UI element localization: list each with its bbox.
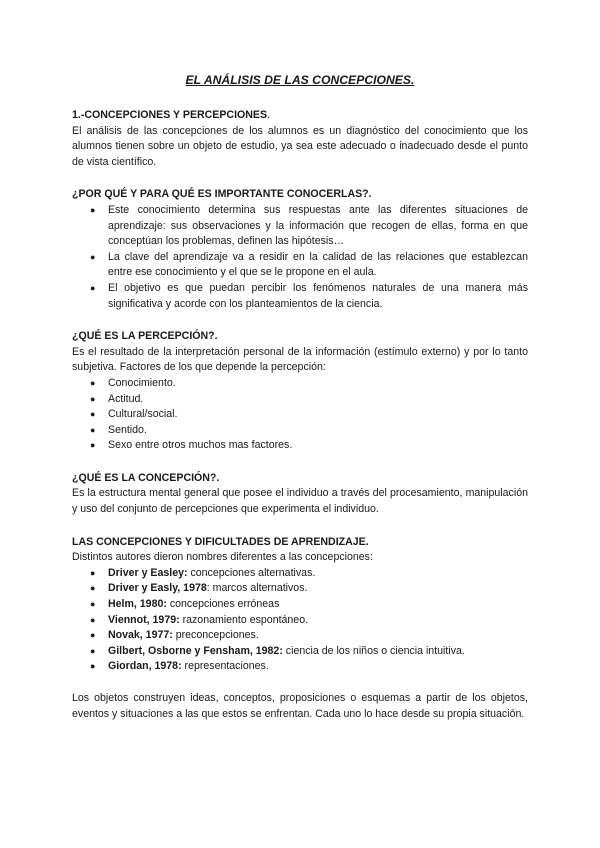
paragraph: Es el resultado de la interpretación personal de la información (estímulo externo) y por lo tanto subjetiva. Factores de los que depende la percepción: bbox=[72, 345, 528, 374]
bullet-icon: ● bbox=[90, 599, 96, 610]
list-item-text: La clave del aprendizaje va a residir en la calidad de las relaciones que establezcan entre ese conocimiento y el que se le propone en el aula. bbox=[108, 250, 528, 279]
list-item bbox=[72, 250, 528, 281]
list-item bbox=[72, 281, 528, 312]
section-heading: LAS CONCEPCIONES Y DIFICULTADES DE APRENDIZAJE. bbox=[72, 535, 369, 548]
author-name: Viennot, 1979: bbox=[108, 613, 180, 626]
author-name: Driver y Easly, 1978 bbox=[108, 582, 207, 595]
section-percepcion bbox=[72, 329, 528, 454]
list-item bbox=[72, 644, 528, 660]
section-heading bbox=[72, 108, 528, 124]
author-name: Gilbert, Osborne y Fensham, 1982: bbox=[108, 644, 283, 657]
bullet-icon: ● bbox=[90, 409, 96, 420]
author-term: : marcos alternativos. bbox=[206, 582, 308, 595]
bullet-icon: ● bbox=[90, 630, 96, 641]
author-name: Driver y Easley: bbox=[108, 566, 188, 579]
author-name: Novak, 1977: bbox=[108, 629, 173, 642]
bullet-icon: ● bbox=[90, 204, 96, 215]
author-term: razonamiento espontáneo. bbox=[179, 613, 309, 626]
section-concepcion bbox=[72, 471, 528, 518]
author-term: ciencia de los niños o ciencia intuitiva. bbox=[282, 644, 465, 657]
list-item-text: Conocimiento. bbox=[108, 376, 176, 389]
heading-text: 1.-CONCEPCIONES Y PERCEPCIONES bbox=[72, 109, 268, 121]
list-item bbox=[72, 438, 528, 454]
author-term: representaciones. bbox=[181, 660, 269, 673]
list-item bbox=[72, 376, 528, 392]
paragraph: Distintos autores dieron nombres diferentes a las concepciones: bbox=[72, 551, 373, 564]
author-name: Helm, 1980: bbox=[108, 598, 167, 611]
section-dificultades bbox=[72, 535, 528, 675]
list-item bbox=[72, 407, 528, 423]
section-heading: ¿POR QUÉ Y PARA QUÉ ES IMPORTANTE CONOCERLAS?. bbox=[72, 188, 372, 201]
bullet-icon: ● bbox=[90, 393, 96, 404]
list-item bbox=[72, 203, 528, 250]
author-term: preconcepciones. bbox=[172, 629, 259, 642]
bullet-icon: ● bbox=[90, 567, 96, 578]
list-item-text: Cultural/social. bbox=[108, 408, 178, 421]
list-item bbox=[72, 423, 528, 439]
bullet-icon: ● bbox=[90, 251, 96, 262]
bullet-icon: ● bbox=[90, 424, 96, 435]
author-name: Giordan, 1978: bbox=[108, 660, 182, 673]
bullet-icon: ● bbox=[90, 583, 96, 594]
list-item bbox=[72, 613, 528, 629]
list-item-text: El objetivo es que puedan percibir los fenómenos naturales de una manera más significativa y acorde con los planteamientos de la ciencia. bbox=[108, 281, 528, 310]
bullet-icon: ● bbox=[90, 661, 96, 672]
list-item bbox=[72, 659, 528, 675]
list-item-text: Sentido. bbox=[108, 423, 147, 436]
section-heading: ¿QUÉ ES LA CONCEPCIÓN?. bbox=[72, 471, 220, 484]
list-item bbox=[72, 392, 528, 408]
closing-paragraph: Los objetos construyen ideas, conceptos, proposiciones o esquemas a partir de los objetos, eventos y situaciones a las que estos se enfrentan. Cada uno lo hace desde su propia situación. bbox=[72, 692, 528, 720]
list-item-text: Este conocimiento determina sus respuestas ante las diferentes situaciones de aprendizaje: sus observaciones y la información que recogen de ellas, forma en que conceptúan los problemas, definen las hipótesis… bbox=[108, 203, 528, 248]
bullet-icon: ● bbox=[90, 645, 96, 656]
bullet-list bbox=[72, 376, 528, 454]
section-por-que-importante bbox=[72, 187, 528, 312]
list-item bbox=[72, 581, 528, 597]
list-item bbox=[72, 628, 528, 644]
bullet-icon: ● bbox=[90, 440, 96, 451]
list-item bbox=[72, 597, 528, 613]
author-term: concepciones alternativas. bbox=[187, 566, 316, 579]
bullet-icon: ● bbox=[90, 377, 96, 388]
bullet-list bbox=[72, 203, 528, 312]
paragraph: El análisis de las concepciones de los alumnos es un diagnóstico del conocimiento que los alumnos tienen sobre un objeto de estudio, ya sea este adecuado o inadecuado desde el punto de vista científico. bbox=[72, 124, 528, 168]
document-page bbox=[72, 72, 528, 722]
bullet-icon: ● bbox=[90, 614, 96, 625]
heading-period: . bbox=[267, 109, 271, 121]
list-item bbox=[72, 566, 528, 582]
author-term: concepciones erróneas bbox=[166, 598, 280, 611]
list-item-text: Sexo entre otros muchos mas factores. bbox=[108, 439, 293, 452]
bullet-list bbox=[72, 566, 528, 675]
section-heading: ¿QUÉ ES LA PERCEPCIÓN?. bbox=[72, 330, 218, 343]
paragraph: Es la estructura mental general que posee el individuo a través del procesamiento, manipulación y uso del conjunto de percepciones que experimenta el individuo. bbox=[72, 487, 528, 516]
section-concepciones-percepciones bbox=[72, 108, 528, 170]
bullet-icon: ● bbox=[90, 282, 96, 293]
list-item-text: Actitud. bbox=[108, 392, 144, 405]
page-title: EL ANÁLISIS DE LAS CONCEPCIONES. bbox=[185, 73, 415, 87]
